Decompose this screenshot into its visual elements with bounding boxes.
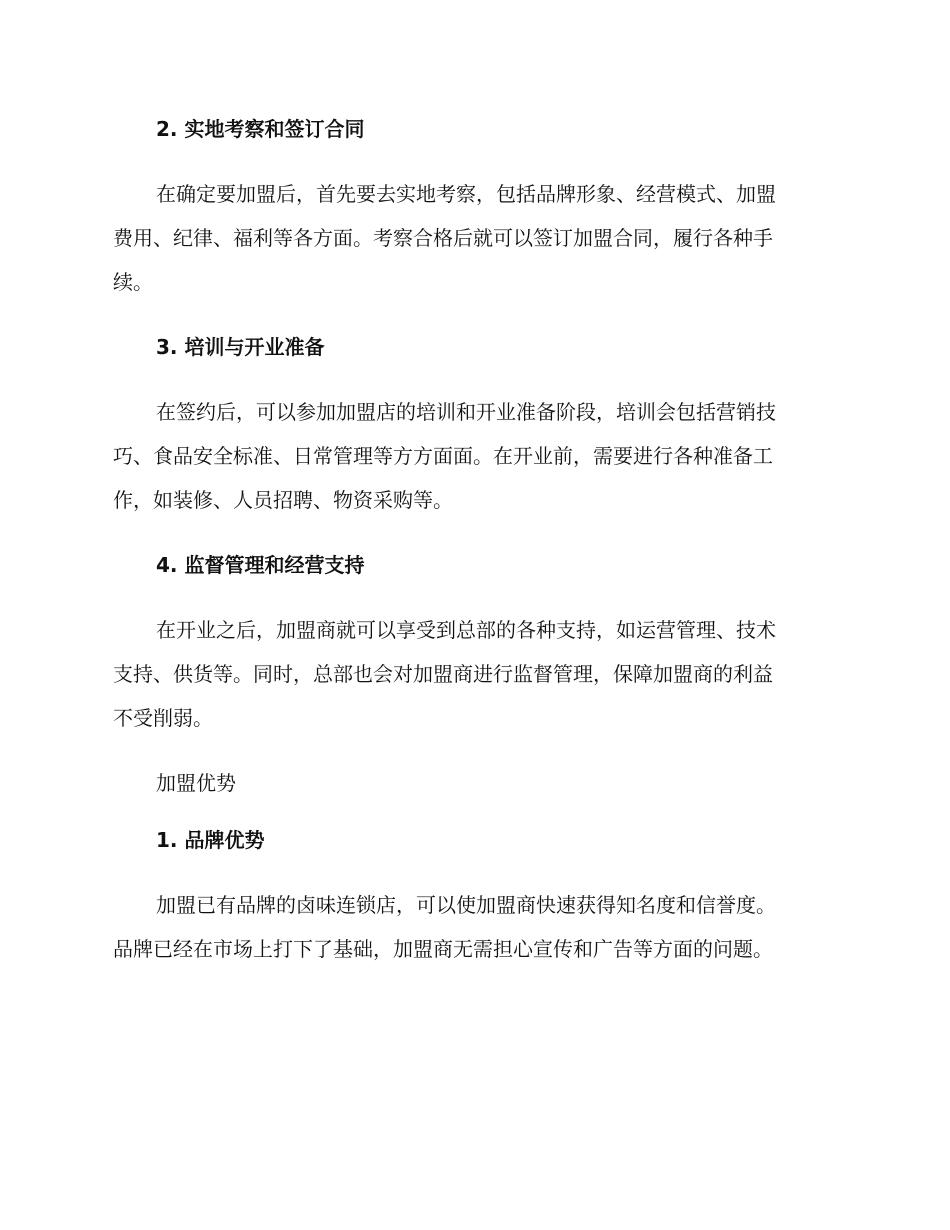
paragraph-brand-advantage xyxy=(113,883,831,971)
paragraph-line: 品牌已经在市场上打下了基础，加盟商无需担心宣传和广告等方面的问题。 xyxy=(113,937,773,961)
paragraph-line: 在确定要加盟后，首先要去实地考察，包括品牌形象、经营模式、加盟 xyxy=(156,182,776,206)
paragraph-line: 加盟已有品牌的卤味连锁店，可以使加盟商快速获得知名度和信誉度。 xyxy=(156,893,776,917)
paragraph-line: 费用、纪律、福利等各方面。考察合格后就可以签订加盟合同，履行各种手 xyxy=(113,226,773,250)
paragraph-line: 支持、供货等。同时，总部也会对加盟商进行监督管理，保障加盟商的利益 xyxy=(113,662,773,686)
paragraph-training xyxy=(113,390,831,522)
paragraph-line: 作，如装修、人员招聘、物资采购等。 xyxy=(113,488,453,512)
paragraph-line: 在开业之后，加盟商就可以享受到总部的各种支持，如运营管理、技术 xyxy=(156,618,776,642)
paragraph-line: 不受削弱。 xyxy=(113,706,213,730)
paragraph-line: 巧、食品安全标准、日常管理等方方面面。在开业前，需要进行各种准备工 xyxy=(113,444,773,468)
paragraph-supervision xyxy=(113,608,831,740)
paragraph-line: 在签约后，可以参加加盟店的培训和开业准备阶段，培训会包括营销技 xyxy=(156,400,776,424)
paragraph-line: 续。 xyxy=(113,270,153,294)
advantage-heading-brand: 1. 品牌优势 xyxy=(156,828,265,852)
section-heading-training: 3. 培训与开业准备 xyxy=(156,335,325,359)
section-heading-site-inspection: 2. 实地考察和签订合同 xyxy=(156,117,365,141)
advantages-title: 加盟优势 xyxy=(156,771,236,795)
section-heading-supervision: 4. 监督管理和经营支持 xyxy=(156,553,365,577)
paragraph-site-inspection xyxy=(113,172,831,304)
